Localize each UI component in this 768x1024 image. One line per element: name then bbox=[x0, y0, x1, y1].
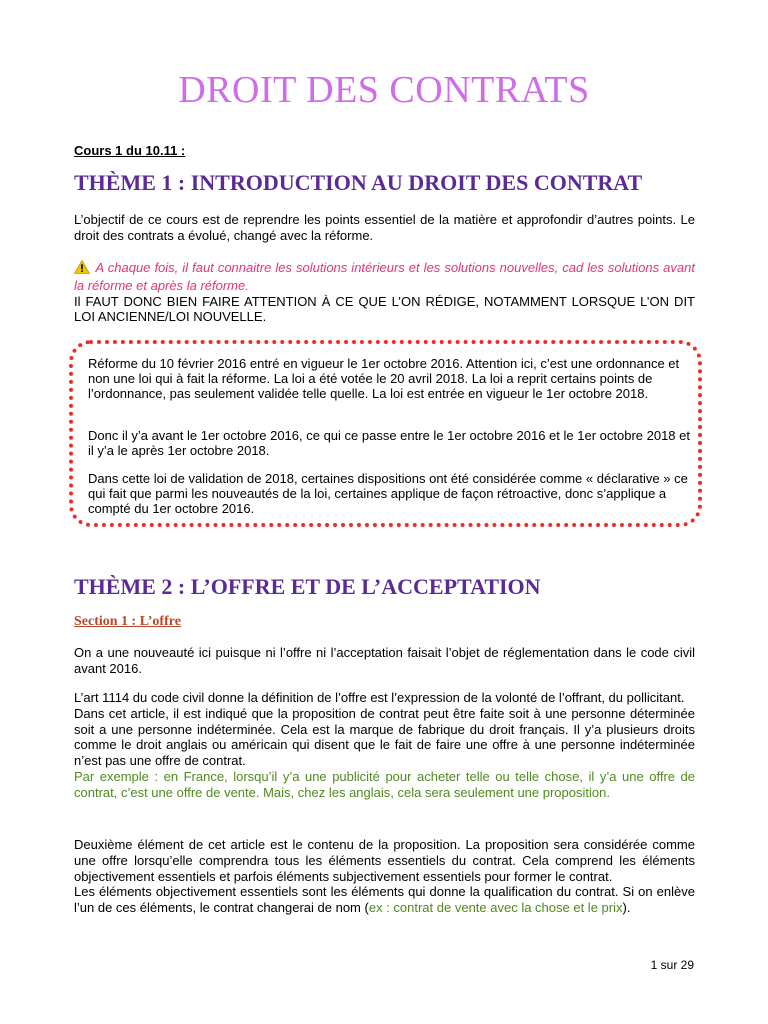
warning-caps-text: Il FAUT DONC BIEN FAIRE ATTENTION À CE QUE L’ON RÉDIGE, NOTAMMENT LORSQUE L’ON DIT LOI ANCIENNE/LOI NOUVELLE. bbox=[74, 293, 695, 325]
theme-2-heading: THÈME 2 : L’OFFRE ET DE L’ACCEPTATION bbox=[74, 574, 541, 599]
personne-determinee-text: Dans cet article, il est indiqué que la proposition de contrat peut être faite soit à une personne déterminée soit a une personne indéterminée. Cela est la marque de fabrique du droit français. Il y’a plusieurs droits comme le droit anglais ou américain qui disent que le fait de faire une offre à une personne indéterminée n’est pas une offre de contrat. bbox=[74, 705, 695, 769]
section-1-heading: Section 1 : L’offre bbox=[74, 614, 181, 629]
document-title: DROIT DES CONTRATS bbox=[178, 69, 590, 111]
section-1-paragraph-1: On a une nouveauté ici puisque ni l’offre ni l’acceptation faisait l’objet de réglementation dans le code civil avant 2016. bbox=[74, 645, 695, 676]
warning-icon bbox=[74, 260, 92, 278]
course-date-heading: Cours 1 du 10.11 : bbox=[74, 143, 186, 158]
reform-box-paragraph-1: Réforme du 10 février 2016 entré en vigueur le 1er octobre 2016. Attention ici, c’est une ordonnance et non une loi qui à fait la réforme. La loi a été votée le 20 avril 2018. La loi a reprit certains points de l’ordonnance, pas seulement validée telle quelle. La loi est entrée en vigueur le 1er octobre 2018. bbox=[88, 356, 680, 401]
warning-italic-text: A chaque fois, il faut connaitre les solutions intérieurs et les solutions nouvelles, cad les solutions avant la réforme et après la réforme. bbox=[74, 260, 695, 293]
inline-example-text: ex : contrat de vente avec la chose et le prix bbox=[368, 900, 623, 916]
warning-paragraph bbox=[74, 260, 695, 325]
intro-paragraph: L’objectif de ce cours est de reprendre les points essentiel de la matière et approfondir d’autres points. Le droit des contrats a évolué, changé avec la réforme. bbox=[74, 212, 695, 243]
reform-box-paragraph-3: Dans cette loi de validation de 2018, certaines dispositions ont été considérée comme « déclarative » ce qui fait que parmi les nouveautés de la loi, certaines applique de façon rétroactive, donc s’applique a compté du 1er octobre 2016. bbox=[88, 471, 688, 516]
section-1-paragraph-2 bbox=[74, 690, 695, 801]
example-text: Par exemple : en France, lorsqu’il y’a une publicité pour acheter telle ou telle chose, il y’a une offre de contrat, c’est une offre de vente. Mais, chez les anglais, cela sera seulement une proposition. bbox=[74, 768, 695, 800]
page-number: 1 sur 29 bbox=[650, 958, 694, 972]
article-1114-text: L’art 1114 du code civil donne la définition de l’offre est l’expression de la volonté de l’offrant, du pollicitant. bbox=[74, 690, 685, 705]
section-1-paragraph-3 bbox=[74, 837, 695, 916]
objective-elements-text: Les éléments objectivement essentiels sont les éléments qui donne la qualification du contrat. Si on enlève l’un de ces éléments, le contrat changerai de nom (ex : contrat de vente avec la chose et le prix). bbox=[74, 884, 695, 916]
second-element-text: Deuxième élément de cet article est le contenu de la proposition. La proposition sera considérée comme une offre lorsqu’elle comprendra tous les éléments essentiels du contrat. Cela comprend les éléments objectivement essentiels et parfois éléments subjectivement essentiels pour former le contrat. bbox=[74, 837, 695, 884]
reform-box-paragraph-2: Donc il y’a avant le 1er octobre 2016, ce qui ce passe entre le 1er octobre 2016 et le 1er octobre 2018 et il y’a le après 1er octobre 2018. bbox=[88, 428, 690, 458]
theme-1-heading: THÈME 1 : INTRODUCTION AU DROIT DES CONTRAT bbox=[74, 170, 643, 195]
